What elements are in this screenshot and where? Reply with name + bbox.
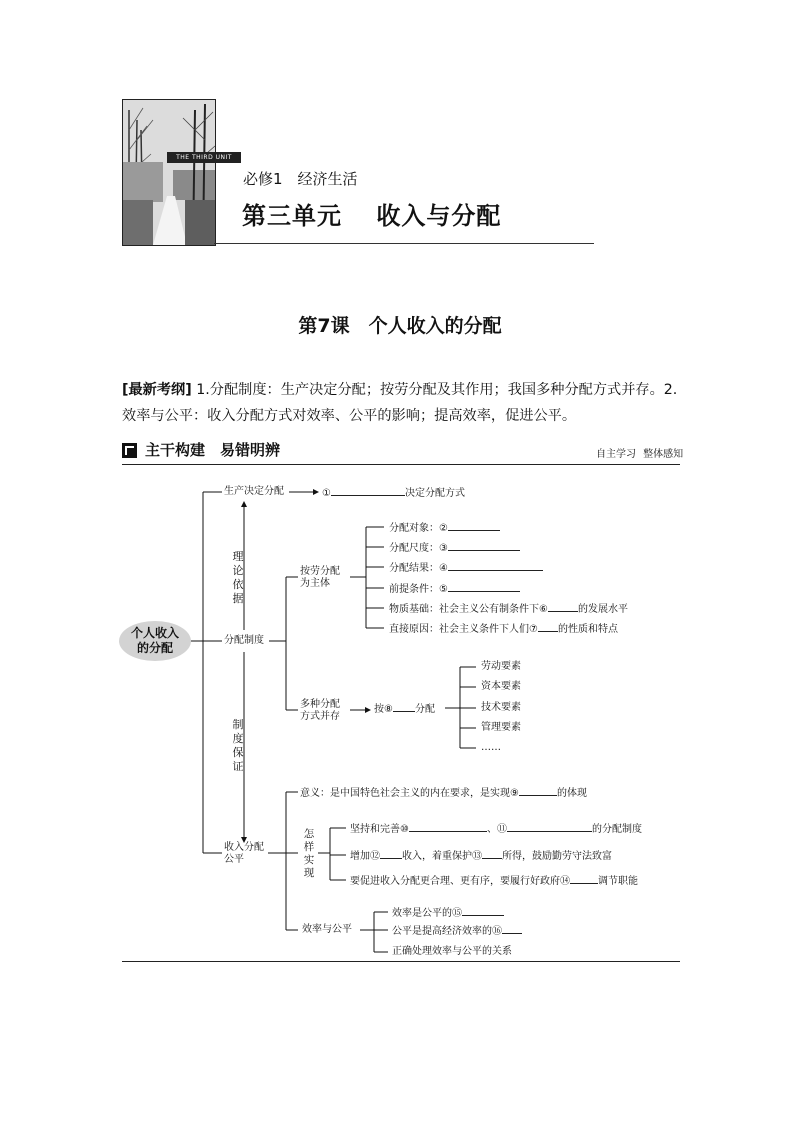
unit-title: 第三单元 收入与分配 [242, 202, 502, 230]
section-title: 主干构建 易错明辨 [145, 441, 281, 459]
blank-1-number: ① [322, 488, 331, 499]
sub-branch-efficiency: 效率与公平 [302, 924, 352, 935]
section-subtitle: 自主学习 整体感知 [596, 449, 684, 460]
how-item-1: 坚持和完善⑩ 、⑪ 的分配制度 [350, 824, 642, 835]
syllabus-tag: [最新考纲] [122, 382, 192, 398]
blank-14[interactable] [570, 874, 598, 884]
labor-item-scale: 分配尺度：③ [389, 541, 520, 555]
label-theory-basis: 理论依据 [232, 550, 244, 605]
blank-7[interactable] [538, 622, 558, 632]
label-system-guarantee: 制度保证 [232, 718, 244, 773]
blank-6[interactable] [548, 602, 578, 612]
blank-3[interactable] [448, 541, 520, 551]
sub-branch-labor: 按劳分配 为主体 [300, 566, 340, 589]
blank-9[interactable] [519, 786, 557, 796]
blank-11[interactable] [507, 822, 592, 832]
cover-caption: THE THIRD UNIT [167, 152, 241, 163]
branch-production-tail-text: 决定分配方式 [404, 488, 465, 499]
multiple-factor-line: 按⑧ 分配 [374, 704, 435, 715]
fair-meaning: 意义：是中国特色社会主义的内在要求，是实现⑨ 的体现 [300, 788, 587, 799]
labor-item-object: 分配对象：② [389, 521, 500, 535]
blank-1[interactable] [331, 486, 405, 496]
labor-item-result: 分配结果：④ [389, 561, 543, 575]
subject-label: 必修1 经济生活 [243, 170, 358, 188]
label-how-to-achieve: 怎样实现 [303, 828, 315, 879]
sub-branch-multiple: 多种分配 方式并存 [300, 699, 340, 722]
blank-5[interactable] [448, 582, 520, 592]
blank-8[interactable] [393, 702, 415, 712]
how-item-2: 增加⑫ 收入，着重保护⑬ 所得，鼓励勤劳守法致富 [350, 851, 612, 862]
efficiency-item-1: 效率是公平的⑮ [392, 906, 504, 920]
labor-item-material-basis: 物质基础：社会主义公有制条件下⑥ 的发展水平 [389, 604, 628, 615]
factor-labor: 劳动要素 [481, 661, 521, 672]
section-bottom-rule [122, 961, 680, 962]
blank-13[interactable] [482, 849, 502, 859]
branch-production: 生产决定分配 [224, 486, 284, 497]
syllabus-text: 1.分配制度：生产决定分配；按劳分配及其作用；我国多种分配方式并存。2.效率与公平：收入分配方式对效率、公平的影响；提高效率，促进公平。 [122, 382, 678, 424]
lesson-title: 第7课 个人收入的分配 [298, 315, 502, 337]
factor-management: 管理要素 [481, 722, 521, 733]
branch-distribution-system: 分配制度 [224, 635, 264, 646]
factor-capital: 资本要素 [481, 681, 521, 692]
how-item-3: 要促进收入分配更合理、更有序，要履行好政府⑭ 调节职能 [350, 876, 638, 887]
efficiency-item-2: 公平是提高经济效率的⑯ [392, 924, 522, 938]
mindmap-root-label: 个人收入 的分配 [130, 626, 179, 655]
factor-technology: 技术要素 [481, 702, 521, 713]
branch-fair-distribution: 收入分配 公平 [224, 842, 264, 865]
branch-production-tail [322, 486, 465, 500]
efficiency-item-3: 正确处理效率与公平的关系 [392, 946, 512, 957]
labor-item-direct-cause: 直接原因：社会主义条件下人们⑦ 的性质和特点 [389, 624, 618, 635]
blank-4[interactable] [448, 561, 543, 571]
blank-10[interactable] [409, 822, 487, 832]
blank-16[interactable] [502, 924, 522, 934]
blank-2[interactable] [448, 521, 500, 531]
blank-15[interactable] [462, 906, 504, 916]
factor-etc: …… [481, 742, 501, 753]
labor-item-premise: 前提条件：⑤ [389, 582, 520, 596]
blank-12[interactable] [380, 849, 402, 859]
